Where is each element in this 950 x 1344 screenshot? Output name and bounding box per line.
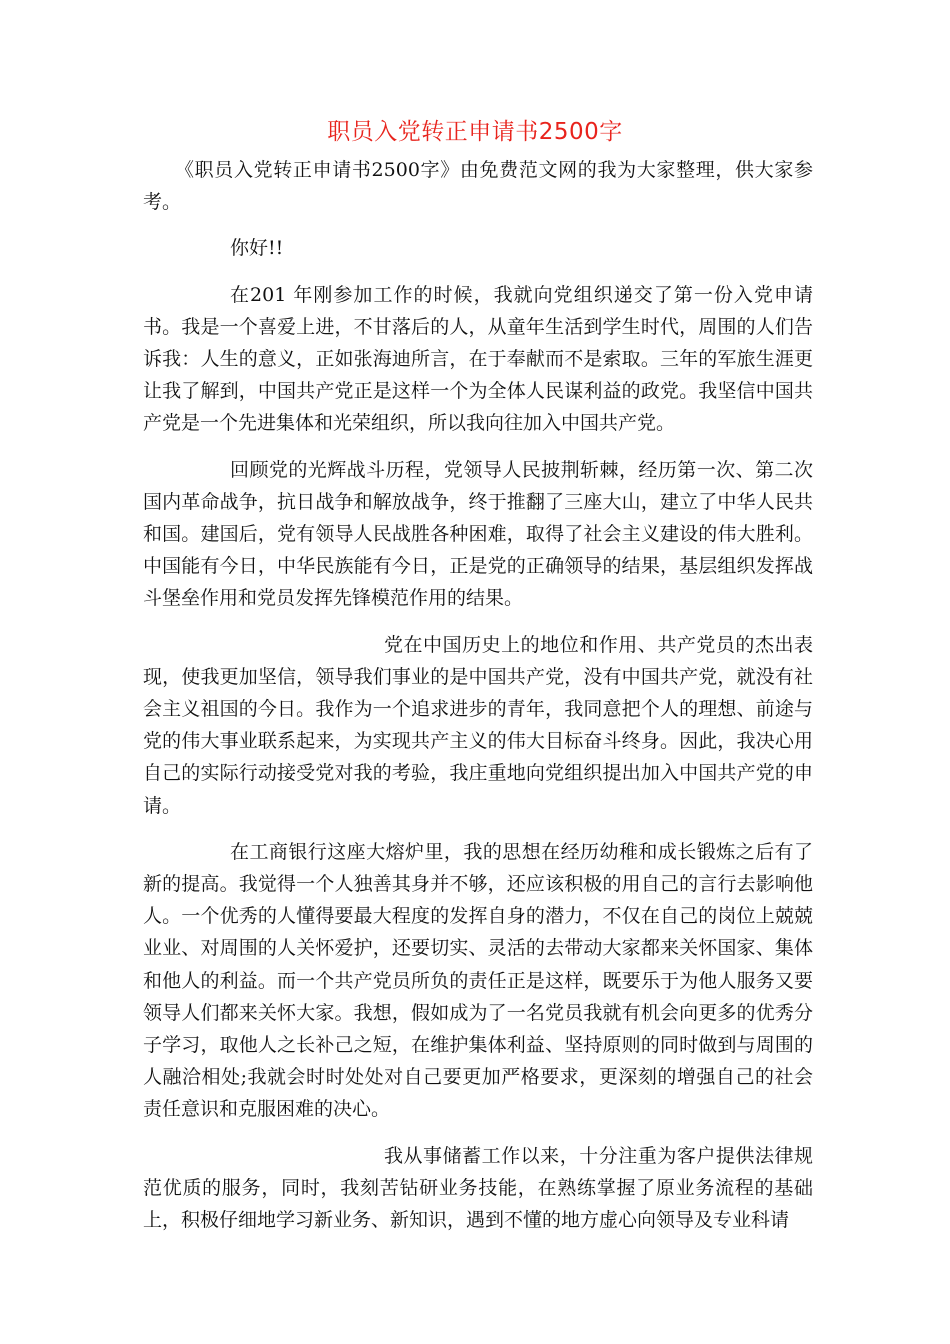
greeting-line: 你好!! [230,237,284,260]
body-paragraph-2: 回顾党的光辉战斗历程，党领导人民披荆斩棘，经历第一次、第二次国内革命战争，抗日战争和解放战争，终于推翻了三座大山，建立了中华人民共和国。建国后，党有领导人民战胜各种困难，取得了社会主义建设的伟大胜利。中国能有今日，中华民族能有今日，正是党的正确领导的结果，基层组织发挥战斗堡垒作用和党员发挥先锋模范作用的结果。 [143,458,813,610]
body-paragraph-5: 我从事储蓄工作以来，十分注重为客户提供法律规范优质的服务，同时，我刻苦钻研业务技能，在熟练掌握了原业务流程的基础上，积极仔细地学习新业务、新知识，遇到不懂的地方虚心向领导及专业科请 [143,1144,813,1232]
body-paragraph-4: 在工商银行这座大熔炉里，我的思想在经历幼稚和成长锻炼之后有了新的提高。我觉得一个人独善其身并不够，还应该积极的用自己的言行去影响他人。一个优秀的人懂得要最大程度的发挥自身的潜力，不仅在自己的岗位上兢兢业业、对周围的人关怀爱护，还要切实、灵活的去带动大家都来关怀国家、集体和他人的利益。而一个共产党员所负的责任正是这样，既要乐于为他人服务又要领导人们都来关怀大家。我想，假如成为了一名党员我就有机会向更多的优秀分子学习，取他人之长补己之短，在维护集体利益、坚持原则的同时做到与周围的人融洽相处;我就会时时处处对自己要更加严格要求，更深刻的增强自己的社会责任意识和克服困难的决心。 [143,840,813,1121]
body-paragraph-3: 党在中国历史上的地位和作用、共产党员的杰出表现，使我更加坚信，领导我们事业的是中国共产党，没有中国共产党，就没有社会主义祖国的今日。我作为一个追求进步的青年，我同意把个人的理想、前途与党的伟大事业联系起来，为实现共产主义的伟大目标奋斗终身。因此，我决心用自己的实际行动接受党对我的考验，我庄重地向党组织提出加入中国共产党的申请。 [143,633,813,817]
body-paragraph-1: 在201 年刚参加工作的时候，我就向党组织递交了第一份入党申请书。我是一个喜爱上进，不甘落后的人，从童年生活到学生时代，周围的人们告诉我：人生的意义，正如张海迪所言，在于奉献而不是索取。三年的军旅生涯更让我了解到，中国共产党正是这样一个为全体人民谋利益的政党。我坚信中国共产党是一个先进集体和光荣组织，所以我向往加入中国共产党。 [143,283,813,435]
intro-paragraph: 《职员入党转正申请书2500字》由免费范文网的我为大家整理，供大家参考。 [143,159,813,214]
document-body [143,154,813,1250]
document-title: 职员入党转正申请书2500字 [327,119,623,145]
